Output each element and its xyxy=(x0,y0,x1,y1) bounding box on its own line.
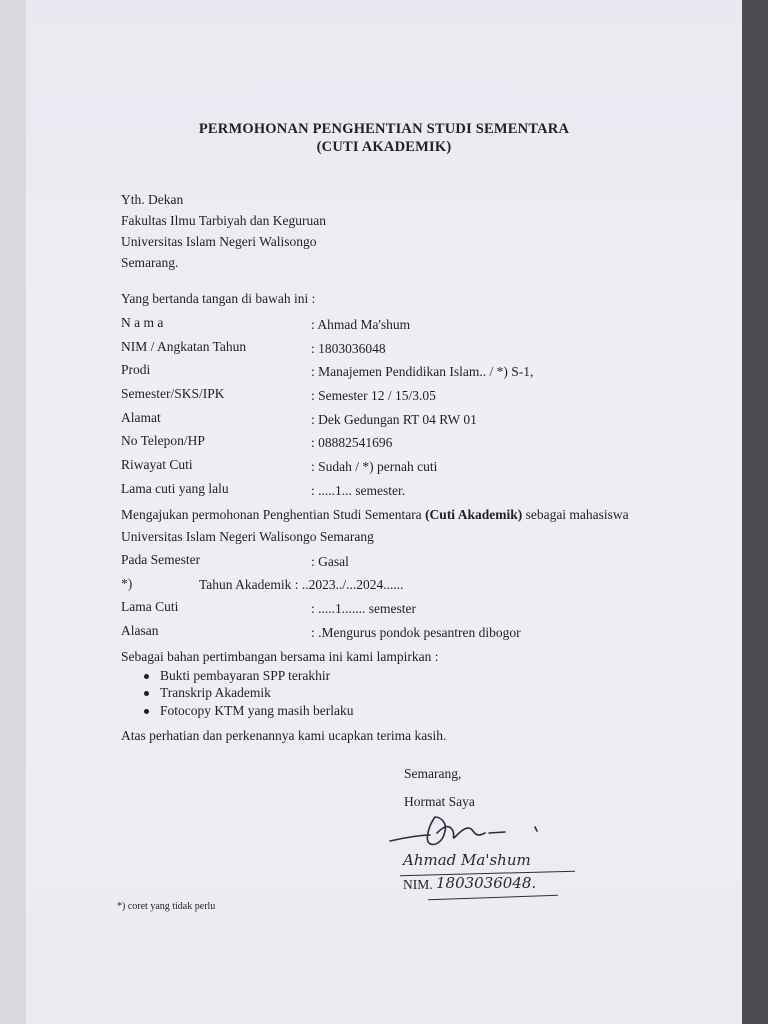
tahun-star: *) xyxy=(121,576,133,591)
address-line: Yth. Dekan xyxy=(121,192,184,207)
field-label: N a m a xyxy=(121,315,164,330)
bullet-icon xyxy=(144,674,149,679)
tahun-akademik: Tahun Akademik : ..2023../...2024...... xyxy=(199,577,404,592)
doc-title-line2: (CUTI AKADEMIK) xyxy=(316,139,452,155)
request-text-end: sebagai mahasiswa xyxy=(522,507,629,522)
request-line2: Universitas Islam Negeri Walisongo Semarang xyxy=(121,529,374,544)
field-value: : 1803036048 xyxy=(311,341,386,356)
closing-text: Atas perhatian dan perkenannya kami ucapkan terima kasih. xyxy=(121,728,447,743)
field-value: : 08882541696 xyxy=(311,435,393,450)
address-line: Universitas Islam Negeri Walisongo xyxy=(121,234,317,249)
signature-regards: Hormat Saya xyxy=(404,794,475,809)
request-bold-text: (Cuti Akademik) xyxy=(425,507,523,522)
bullet-icon xyxy=(144,691,149,696)
field-value: : .....1... semester. xyxy=(311,483,406,498)
field-label: Lama cuti yang lalu xyxy=(121,481,229,496)
field-value: : Sudah / *) pernah cuti xyxy=(311,459,438,474)
address-line: Semarang. xyxy=(121,255,179,270)
attachment-item: Fotocopy KTM yang masih berlaku xyxy=(160,703,354,718)
intro-text: Yang bertanda tangan di bawah ini : xyxy=(121,291,316,306)
address-line: Fakultas Ilmu Tarbiyah dan Keguruan xyxy=(121,213,327,228)
field-label: NIM / Angkatan Tahun xyxy=(121,339,247,354)
alasan-label: Alasan xyxy=(121,623,159,638)
field-value: : Ahmad Ma'shum xyxy=(311,317,411,332)
field-label: Alamat xyxy=(121,410,161,425)
nim-handwritten: 1803036048. xyxy=(436,874,537,892)
field-label: Riwayat Cuti xyxy=(121,457,193,472)
doc-title-line1: PERMOHONAN PENGHENTIAN STUDI SEMENTARA xyxy=(198,121,570,137)
semester-label: Pada Semester xyxy=(121,552,201,567)
field-label: Prodi xyxy=(121,362,151,377)
signature-city: Semarang, xyxy=(404,766,462,781)
request-line1 xyxy=(121,507,629,523)
lama-cuti-value: : .....1....... semester xyxy=(311,601,416,616)
field-value: : Manajemen Pendidikan Islam.. / *) S-1, xyxy=(311,364,534,379)
alasan-value: : .Mengurus pondok pesantren dibogor xyxy=(311,625,521,640)
lama-cuti-label: Lama Cuti xyxy=(121,599,179,614)
field-label: Semester/SKS/IPK xyxy=(121,386,225,401)
footnote: *) coret yang tidak perlu xyxy=(117,901,216,912)
field-value: : Dek Gedungan RT 04 RW 01 xyxy=(311,412,477,427)
attach-intro: Sebagai bahan pertimbangan bersama ini kami lampirkan : xyxy=(121,649,439,664)
attachment-item: Bukti pembayaran SPP terakhir xyxy=(160,668,331,683)
semester-value: : Gasal xyxy=(311,554,349,569)
bullet-icon xyxy=(144,709,149,714)
field-label: No Telepon/HP xyxy=(121,433,205,448)
attachment-item: Transkrip Akademik xyxy=(160,685,271,700)
field-value: : Semester 12 / 15/3.05 xyxy=(311,388,436,403)
signature-name-handwritten: Ahmad Ma'shum xyxy=(403,851,531,869)
request-text: Mengajukan permohonan Penghentian Studi Sementara xyxy=(121,507,426,522)
nim-label: NIM. xyxy=(403,877,433,892)
